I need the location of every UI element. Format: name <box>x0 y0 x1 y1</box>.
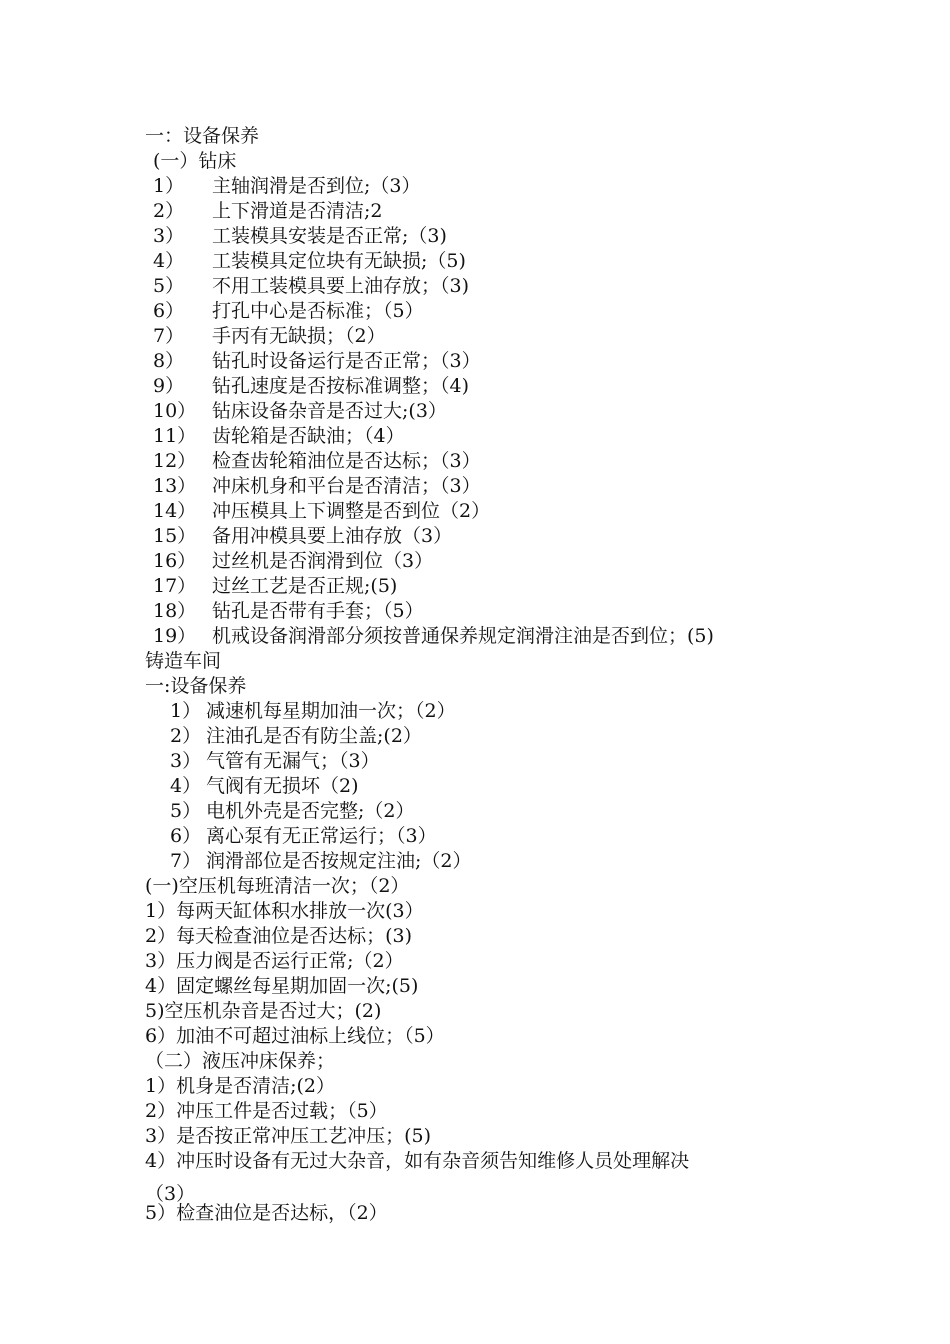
item-text: 电机外壳是否完整;（2） <box>206 800 415 822</box>
list-item <box>153 424 405 449</box>
list-item <box>153 524 452 549</box>
item-text: 气管有无漏气；（3） <box>206 750 380 772</box>
list-item <box>153 174 421 199</box>
list-item <box>153 349 481 374</box>
item-number: 18） <box>153 600 197 622</box>
item-text: 5)空压机杂音是否过大；(2) <box>145 1000 382 1022</box>
item-text: 注油孔是否有防尘盖;(2） <box>206 725 422 747</box>
list-item <box>170 699 456 724</box>
item-text: 备用冲模具要上油存放（3） <box>212 525 453 547</box>
item-text: 4）固定螺丝每星期加固一次;(5) <box>145 975 419 997</box>
item-text: 1）每两天缸体积水排放一次(3） <box>145 900 424 922</box>
list-item <box>170 724 422 749</box>
list-item <box>145 999 381 1024</box>
section-heading: 一：设备保养 <box>145 125 260 147</box>
item-number: 16） <box>153 550 197 572</box>
list-item <box>153 374 469 399</box>
list-item <box>170 824 437 849</box>
list-item <box>145 974 418 999</box>
list-item <box>153 324 386 349</box>
item-text: 减速机每星期加油一次；（2） <box>206 700 456 722</box>
item-text: 齿轮箱是否缺油；（4） <box>212 425 405 447</box>
section-heading-2: 一:设备保养 <box>145 675 247 697</box>
item-number: 3） <box>170 750 202 772</box>
list-item <box>145 1024 445 1049</box>
list-item <box>145 949 404 974</box>
list-item <box>170 849 472 874</box>
item-text: 5）检查油位是否达标，（2） <box>145 1202 388 1224</box>
list-item <box>153 299 424 324</box>
item-text: 钻孔速度是否按标准调整；（4) <box>212 375 470 397</box>
item-number: 12） <box>153 450 197 472</box>
item-text: 离心泵有无正常运行；（3） <box>206 825 437 847</box>
item-text: 润滑部位是否按规定注油;（2） <box>206 850 472 872</box>
list-item <box>153 224 447 249</box>
item-number: 9） <box>153 375 185 397</box>
list-item <box>145 1124 431 1149</box>
item-text: 2）冲压工件是否过载；（5） <box>145 1100 388 1122</box>
item-number: 14） <box>153 500 197 522</box>
list-item <box>145 1149 689 1174</box>
item-number: 8） <box>153 350 185 372</box>
item-text: （3） <box>145 1183 196 1205</box>
list-item <box>153 599 424 624</box>
item-number: 1） <box>170 700 202 722</box>
item-number: 3） <box>153 225 185 247</box>
item-text: 3）是否按正常冲压工艺冲压；(5) <box>145 1125 432 1147</box>
item-text: 主轴润滑是否到位;（3） <box>212 175 421 197</box>
item-number: 4） <box>170 775 202 797</box>
item-number: 4） <box>153 250 185 272</box>
item-number: 7） <box>153 325 185 347</box>
subsection-heading-drill: (一）钻床 <box>153 150 237 172</box>
item-text: 机戒设备润滑部分须按普通保养规定润滑注油是否到位；(5) <box>212 625 714 647</box>
list-item <box>145 899 424 924</box>
item-text: 不用工装模具要上油存放；（3) <box>212 275 470 297</box>
item-text: 钻床设备杂音是否过大;(3） <box>212 400 447 422</box>
item-text: 6）加油不可超过油标上线位；（5） <box>145 1025 445 1047</box>
workshop-title: 铸造车间 <box>145 650 222 672</box>
list-item <box>153 574 397 599</box>
list-item <box>153 199 383 224</box>
list-item <box>153 249 466 274</box>
item-text: 工装模具安装是否正常;（3) <box>212 225 447 247</box>
list-item <box>153 274 469 299</box>
item-text: 打孔中心是否标准；（5） <box>212 300 424 322</box>
list-item <box>170 774 359 799</box>
item-text: 钻孔时设备运行是否正常；（3） <box>212 350 481 372</box>
list-item <box>145 1074 335 1099</box>
item-text: 3）压力阀是否运行正常;（2） <box>145 950 404 972</box>
press-heading: （二）液压冲床保养； <box>145 1050 336 1072</box>
item-text: 检查齿轮箱油位是否达标；（3） <box>212 450 481 472</box>
item-text: 气阀有无损坏（2) <box>206 775 359 797</box>
item-number: 1） <box>153 175 185 197</box>
item-number: 11） <box>153 425 197 447</box>
item-number: 19） <box>153 625 197 647</box>
list-item <box>153 474 481 499</box>
compressor-heading: (一)空压机每班清洁一次；（2） <box>145 875 410 897</box>
item-text: 手丙有无缺损；（2） <box>212 325 386 347</box>
item-number: 2） <box>153 200 185 222</box>
item-text: 上下滑道是否清洁;2 <box>212 200 383 222</box>
item-number: 7） <box>170 850 202 872</box>
item-text: 1）机身是否清洁;(2） <box>145 1075 335 1097</box>
item-number: 6） <box>153 300 185 322</box>
item-number: 10） <box>153 400 197 422</box>
item-number: 13） <box>153 475 197 497</box>
item-number: 5） <box>170 800 202 822</box>
item-number: 15） <box>153 525 197 547</box>
item-text: 钻孔是否带有手套；（5） <box>212 600 424 622</box>
item-number: 5） <box>153 275 185 297</box>
list-item <box>153 449 481 474</box>
list-item <box>153 549 433 574</box>
list-item <box>153 624 714 649</box>
item-number: 2） <box>170 725 202 747</box>
item-text: 4）冲压时设备有无过大杂音，如有杂音须告知维修人员处理解决 <box>145 1150 690 1172</box>
item-number: 17） <box>153 575 197 597</box>
item-text: 过丝工艺是否正规;(5) <box>212 575 398 597</box>
list-item <box>153 399 447 424</box>
list-item <box>170 799 415 824</box>
list-item <box>145 1099 388 1124</box>
item-text: 冲床机身和平台是否清洁；（3） <box>212 475 481 497</box>
item-number: 6） <box>170 825 202 847</box>
list-item <box>145 1201 388 1226</box>
item-text: 过丝机是否润滑到位（3） <box>212 550 434 572</box>
item-text: 2）每天检查油位是否达标；(3) <box>145 925 413 947</box>
list-item <box>145 924 412 949</box>
item-text: 工装模具定位块有无缺损;（5) <box>212 250 466 272</box>
item-text: 冲压模具上下调整是否到位（2） <box>212 500 491 522</box>
list-item <box>153 499 490 524</box>
list-item <box>170 749 380 774</box>
